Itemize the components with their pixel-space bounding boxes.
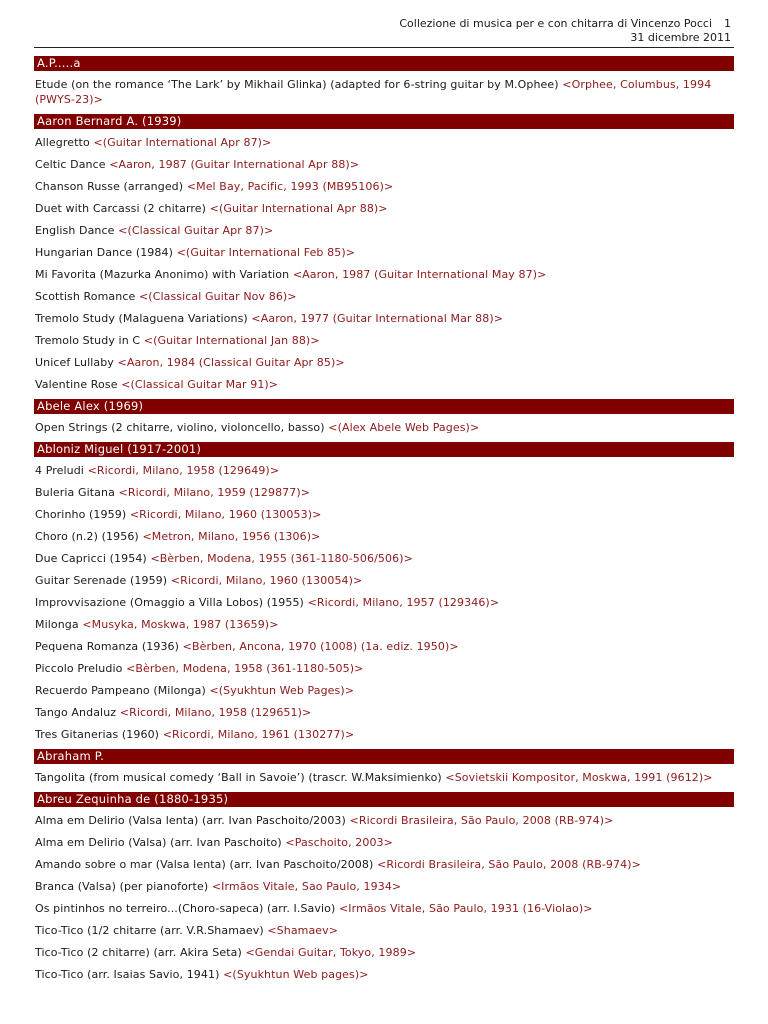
publisher-reference: <Bèrben, Modena, 1958 (361-1180-505)>	[126, 662, 364, 675]
catalog-entry	[34, 377, 734, 392]
entry-title: Unicef Lullaby	[35, 356, 114, 369]
entry-title: Open Strings (2 chitarre, violino, violoncello, basso)	[35, 421, 325, 434]
publisher-reference: <Shamaev>	[267, 924, 339, 937]
entry-title: Tico-Tico (arr. Isaias Savio, 1941)	[35, 968, 220, 981]
publisher-reference: <(Guitar International Apr 87)>	[93, 136, 272, 149]
composer-heading: Abreu Zequinha de (1880-1935)	[34, 792, 734, 807]
publisher-reference: <(Guitar International Jan 88)>	[143, 334, 320, 347]
publisher-reference: <(Classical Guitar Apr 87)>	[118, 224, 274, 237]
entry-title: Alma em Delirio (Valsa) (arr. Ivan Paschoito)	[35, 836, 282, 849]
entry-title: 4 Preludi	[35, 464, 84, 477]
entry-title: Etude (on the romance ‘The Lark’ by Mikhail Glinka) (adapted for 6-string guitar by M.Ophee)	[35, 78, 559, 91]
entry-title: Allegretto	[35, 136, 90, 149]
composer-heading: Abloniz Miguel (1917-2001)	[34, 442, 734, 457]
entry-title: Celtic Dance	[35, 158, 106, 171]
entry-title: Amando sobre o mar (Valsa lenta) (arr. Ivan Paschoito/2008)	[35, 858, 374, 871]
publisher-reference: <Aaron, 1987 (Guitar International Apr 88)>	[109, 158, 360, 171]
entry-title: Buleria Gitana	[35, 486, 115, 499]
entry-title: Tremolo Study (Malaguena Variations)	[35, 312, 248, 325]
entry-title: Tangolita (from musical comedy ‘Ball in Savoie’) (trascr. W.Maksimienko)	[35, 771, 442, 784]
publisher-reference: <Ricordi, Milano, 1957 (129346)>	[307, 596, 500, 609]
catalog-entry	[34, 683, 734, 698]
catalog-entry	[34, 289, 734, 304]
publisher-reference: <Ricordi, Milano, 1961 (130277)>	[162, 728, 355, 741]
page-header	[399, 17, 731, 45]
catalog-entry	[34, 529, 734, 544]
catalog-entry	[34, 463, 734, 478]
collection-title: Collezione di musica per e con chitarra di Vincenzo Pocci	[399, 17, 712, 30]
catalog-entry	[34, 201, 734, 216]
publisher-reference: <Metron, Milano, 1956 (1306)>	[142, 530, 321, 543]
publisher-reference: <(Syukhtun Web Pages)>	[209, 684, 355, 697]
catalog-entry	[34, 245, 734, 260]
catalog-entry	[34, 967, 734, 982]
publisher-reference: <Irmãos Vitale, Sao Paulo, 1934>	[211, 880, 402, 893]
entry-title: Hungarian Dance (1984)	[35, 246, 173, 259]
publisher-reference: <(Guitar International Feb 85)>	[176, 246, 356, 259]
catalog-entry	[34, 770, 734, 785]
entry-title: Milonga	[35, 618, 79, 631]
catalog-entry	[34, 705, 734, 720]
catalog-entry	[34, 333, 734, 348]
catalog-entry	[34, 945, 734, 960]
catalog-entry	[34, 835, 734, 850]
catalog-entry	[34, 267, 734, 282]
catalog-entry	[34, 901, 734, 916]
entry-title: Os pintinhos no terreiro...(Choro-sapeca) (arr. I.Savio)	[35, 902, 336, 915]
publisher-reference: <Ricordi, Milano, 1959 (129877)>	[118, 486, 311, 499]
composer-section	[34, 114, 734, 392]
entry-title: Tremolo Study in C	[35, 334, 141, 347]
entry-title: Branca (Valsa) (per pianoforte)	[35, 880, 209, 893]
catalog-entry	[34, 639, 734, 654]
publisher-reference: <Orphee, Columbus, 1994 (PWYS-23)>	[35, 78, 712, 106]
entry-title: Tico-Tico (2 chitarre) (arr. Akira Seta)	[35, 946, 242, 959]
entry-title: Guitar Serenade (1959)	[35, 574, 168, 587]
composer-section	[34, 792, 734, 982]
publisher-reference: <Ricordi, Milano, 1960 (130054)>	[170, 574, 363, 587]
catalog-entry	[34, 857, 734, 872]
entry-title: Choro (n.2) (1956)	[35, 530, 139, 543]
publisher-reference: <Aaron, 1977 (Guitar International Mar 88)>	[251, 312, 504, 325]
entry-title: English Dance	[35, 224, 115, 237]
publisher-reference: <Gendai Guitar, Tokyo, 1989>	[245, 946, 417, 959]
header-rule	[34, 47, 734, 48]
composer-section	[34, 442, 734, 742]
catalog-entry	[34, 179, 734, 194]
entry-title: Piccolo Preludio	[35, 662, 123, 675]
catalog-entry	[34, 157, 734, 172]
catalog-entry	[34, 879, 734, 894]
composer-heading: Aaron Bernard A. (1939)	[34, 114, 734, 129]
catalog-entry	[34, 77, 734, 107]
document-date: 31 dicembre 2011	[630, 31, 731, 44]
catalog-entry	[34, 355, 734, 370]
catalog-entry	[34, 573, 734, 588]
publisher-reference: <Sovietskii Kompositor, Moskwa, 1991 (9612)>	[445, 771, 713, 784]
catalog-entry	[34, 135, 734, 150]
catalog-entry	[34, 727, 734, 742]
catalog-entry	[34, 485, 734, 500]
entry-title: Pequena Romanza (1936)	[35, 640, 180, 653]
catalog-entry	[34, 223, 734, 238]
entry-title: Valentine Rose	[35, 378, 118, 391]
catalog-entry	[34, 813, 734, 828]
entry-title: Duet with Carcassi (2 chitarre)	[35, 202, 207, 215]
catalog-entry	[34, 551, 734, 566]
publisher-reference: <(Classical Guitar Nov 86)>	[138, 290, 297, 303]
catalog-entry	[34, 311, 734, 326]
publisher-reference: <Mel Bay, Pacific, 1993 (MB95106)>	[186, 180, 394, 193]
catalog-entry	[34, 617, 734, 632]
publisher-reference: <(Guitar International Apr 88)>	[209, 202, 388, 215]
composer-section	[34, 749, 734, 785]
publisher-reference: <Ricordi Brasileira, São Paulo, 2008 (RB-974)>	[349, 814, 614, 827]
composer-heading: Abele Alex (1969)	[34, 399, 734, 414]
publisher-reference: <Ricordi, Milano, 1960 (130053)>	[129, 508, 322, 521]
publisher-reference: <(Alex Abele Web Pages)>	[328, 421, 480, 434]
composer-section	[34, 399, 734, 435]
page-number: 1	[724, 17, 731, 30]
entry-title: Tico-Tico (1/2 chitarre (arr. V.R.Shamaev)	[35, 924, 264, 937]
publisher-reference: <(Syukhtun Web pages)>	[223, 968, 369, 981]
entry-title: Scottish Romance	[35, 290, 136, 303]
publisher-reference: <Ricordi, Milano, 1958 (129651)>	[119, 706, 312, 719]
publisher-reference: <(Classical Guitar Mar 91)>	[121, 378, 279, 391]
publisher-reference: <Musyka, Moskwa, 1987 (13659)>	[82, 618, 279, 631]
publisher-reference: <Bèrben, Ancona, 1970 (1008) (1a. ediz. 1950)>	[182, 640, 459, 653]
entry-title: Improvvisazione (Omaggio a Villa Lobos) (1955)	[35, 596, 304, 609]
publisher-reference: <Irmãos Vitale, São Paulo, 1931 (16-Violao)>	[338, 902, 593, 915]
catalog-entry	[34, 923, 734, 938]
publisher-reference: <Paschoito, 2003>	[285, 836, 393, 849]
entry-title: Tango Andaluz	[35, 706, 117, 719]
composer-heading: Abraham P.	[34, 749, 734, 764]
entry-title: Alma em Delirio (Valsa lenta) (arr. Ivan Paschoito/2003)	[35, 814, 346, 827]
catalog-list	[34, 56, 734, 982]
publisher-reference: <Bèrben, Modena, 1955 (361-1180-506/506)>	[150, 552, 413, 565]
entry-title: Tres Gitanerias (1960)	[35, 728, 160, 741]
composer-heading: A.P.....a	[34, 56, 734, 71]
entry-title: Recuerdo Pampeano (Milonga)	[35, 684, 206, 697]
catalog-entry	[34, 420, 734, 435]
entry-title: Mi Favorita (Mazurka Anonimo) with Variation	[35, 268, 290, 281]
entry-title: Chorinho (1959)	[35, 508, 127, 521]
catalog-entry	[34, 507, 734, 522]
publisher-reference: <Ricordi Brasileira, São Paulo, 2008 (RB-974)>	[377, 858, 641, 871]
publisher-reference: <Aaron, 1984 (Classical Guitar Apr 85)>	[117, 356, 345, 369]
catalog-entry	[34, 661, 734, 676]
publisher-reference: <Ricordi, Milano, 1958 (129649)>	[87, 464, 280, 477]
entry-title: Due Capricci (1954)	[35, 552, 147, 565]
composer-section	[34, 56, 734, 107]
publisher-reference: <Aaron, 1987 (Guitar International May 87)>	[292, 268, 547, 281]
catalog-entry	[34, 595, 734, 610]
entry-title: Chanson Russe (arranged)	[35, 180, 184, 193]
